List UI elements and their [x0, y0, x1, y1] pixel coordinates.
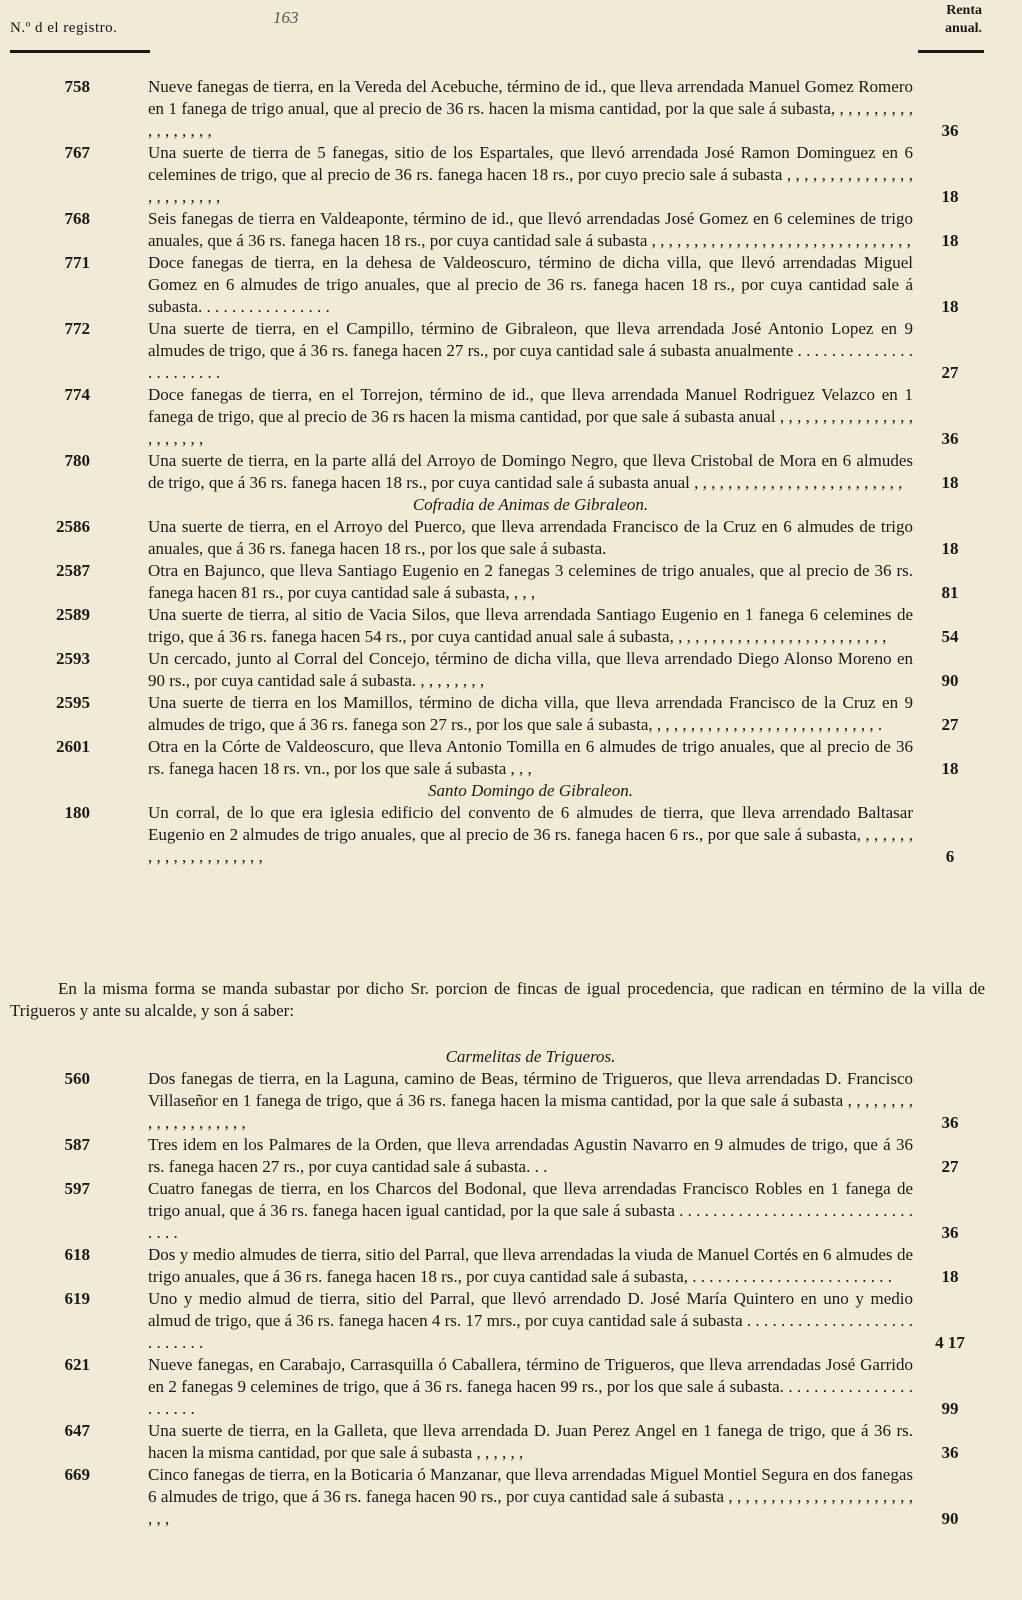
entry-text: Uno y medio almud de tierra, sitio del Parral, que llevó arrendado D. José María Quintero en uno y medio almud de trigo, que á 36 rs. fanega hacen 4 rs. 17 mrs., por cuya cantidad sale á subasta . . . . . . . . . . . . . . . . . . . . . . . . . . .: [148, 1289, 913, 1352]
entry-number: 597: [64, 1179, 90, 1198]
entry-amount: 81: [941, 583, 959, 602]
entry-number: 560: [64, 1069, 90, 1088]
entry-number: 618: [64, 1245, 90, 1264]
entry-row: [0, 1464, 1022, 1530]
entry-number: 771: [64, 253, 90, 272]
entry-amount: 36: [941, 429, 959, 448]
entry-amount: 18: [941, 473, 959, 492]
entry-amount: 90: [941, 1509, 959, 1528]
annual-rent-header: [945, 2, 982, 38]
entry-row: [0, 648, 1022, 692]
entry-number: 647: [64, 1421, 90, 1440]
entry-row: [0, 1288, 1022, 1354]
entry-row: [0, 1354, 1022, 1420]
entry-amount: 18: [941, 187, 959, 206]
section-title-cofradia: Cofradia de Animas de Gibraleon.: [412, 495, 649, 514]
entry-text: Una suerte de tierra, en la Galleta, que lleva arrendada D. Juan Perez Angel en 1 fanega de trigo, que á 36 rs. hacen la misma cantidad, por que sale á subasta , , , , , ,: [148, 1421, 913, 1462]
entry-amount: 27: [941, 363, 959, 382]
entry-amount: 54: [941, 627, 959, 646]
entry-text: Dos y medio almudes de tierra, sitio del Parral, que lleva arrendadas la viuda de Manuel Cortés en 6 almudes de trigo anuales, que á 36 rs. fanega hacen 18 rs., por cuya cantidad sale á subasta, . . . . . . . . . . . . . . . . . . . . . . . .: [148, 1245, 913, 1286]
entry-amount: 36: [941, 1223, 959, 1242]
entry-number: 774: [64, 385, 90, 404]
entry-amount: 36: [941, 121, 959, 140]
registry-number-header: N.º d el registro.: [10, 20, 118, 36]
entry-text: Una suerte de tierra, en el Campillo, término de Gibraleon, que lleva arrendada José Antonio Lopez en 9 almudes de trigo, que á 36 rs. fanega hacen 27 rs., por cuya cantidad sale á subasta anualmente . . . . . . . . . . . . . . . . . . . . . . .: [148, 319, 913, 382]
entry-text: Una suerte de tierra de 5 fanegas, sitio de los Espartales, que llevó arrendada José Ramon Dominguez en 6 celemines de trigo, que al precio de 36 rs. fanega hacen 18 rs., por cuyo precio sale á subasta , , , , , , , , , , , , , , , , , , , , , , , ,: [148, 143, 913, 206]
header-rule-right: [918, 50, 984, 53]
entry-text: Otra en la Córte de Valdeoscuro, que lleva Antonio Tomilla en 6 almudes de trigo anuales, que al precio de 36 rs. fanega hacen 18 rs. vn., por los que sale á subasta , , ,: [148, 737, 913, 778]
entry-number: 758: [64, 77, 90, 96]
entry-amount: 36: [941, 1113, 959, 1132]
entry-amount: 27: [941, 1157, 959, 1176]
entry-amount: 6: [945, 847, 955, 866]
entry-row: [0, 252, 1022, 318]
entry-row: [0, 450, 1022, 494]
header-rule-left: [10, 50, 150, 53]
section-title-santo-domingo: Santo Domingo de Gibraleon.: [428, 781, 633, 800]
entry-row: [0, 384, 1022, 450]
entry-amount: 90: [941, 671, 959, 690]
entry-number: 2595: [56, 693, 90, 712]
annual-rent-header-line1: Renta: [946, 3, 982, 18]
entry-text: Cinco fanegas de tierra, en la Boticaria ó Manzanar, que lleva arrendadas Miguel Montiel Segura en dos fanegas 6 almudes de trigo, que á 36 rs. fanega hacen 90 rs., por cuya cantidad sale á subasta , , , , , , , , , , , , , , , , , , , , , , , , ,: [148, 1465, 913, 1528]
entry-text: Una suerte de tierra, en el Arroyo del Puerco, que lleva arrendada Francisco de la Cruz en 6 almudes de trigo anuales, que á 36 rs. fanega hacen 18 rs., por los que sale á subasta.: [148, 517, 913, 558]
entry-amount: 18: [941, 539, 959, 558]
entry-number: 2589: [56, 605, 90, 624]
entry-number: 772: [64, 319, 90, 338]
entry-row: [0, 142, 1022, 208]
entry-text: Una suerte de tierra, en la parte allá del Arroyo de Domingo Negro, que lleva Cristobal de Mora en 6 almudes de trigo, que á 36 rs. fanega hacen 18 rs., por cuya cantidad sale á subasta anual , , , , , , , , , , , , , , , , , , , , , , , , ,: [148, 451, 913, 492]
entry-amount: 27: [941, 715, 959, 734]
entries-group-d: [0, 1046, 1022, 1530]
entry-amount: 4 17: [935, 1333, 965, 1352]
annual-rent-header-line2: anual.: [945, 21, 982, 36]
entry-number: 180: [64, 803, 90, 822]
entry-amount: 18: [941, 759, 959, 778]
entry-amount: 18: [941, 297, 959, 316]
entry-row: [0, 1068, 1022, 1134]
intro-paragraph: En la misma forma se manda subastar por dicho Sr. porcion de fincas de igual procedencia, que radican en término de la villa de Trigueros y ante su alcalde, y son á saber:: [10, 979, 985, 1020]
entry-row: [0, 1244, 1022, 1288]
entry-number: 2593: [56, 649, 90, 668]
entry-text: Una suerte de tierra en los Mamillos, término de dicha villa, que lleva arrendada Francisco de la Cruz en 9 almudes de trigo, que á 36 rs. fanega son 27 rs., por los que sale á subasta, , , , , , , , , , , , , , , , , , , , , , , , , , , .: [148, 693, 913, 734]
entry-row: [0, 802, 1022, 868]
page-mark: 163: [273, 8, 299, 27]
entry-number: 767: [64, 143, 90, 162]
entry-number: 780: [64, 451, 90, 470]
entry-text: Una suerte de tierra, al sitio de Vacia Silos, que lleva arrendada Santiago Eugenio en 1 fanega 6 celemines de trigo, que á 36 rs. fanega hacen 54 rs., por cuya cantidad anual sale á subasta, , , , , , , , , , , , , , , , , , , , , , , , , ,: [148, 605, 913, 646]
entry-row: [0, 560, 1022, 604]
entry-text: Doce fanegas de tierra, en el Torrejon, término de id., que lleva arrendada Manuel Rodriguez Velazco en 1 fanega de trigo, que al precio de 36 rs hacen la misma cantidad, por que sale á subasta anual , , , , , , , , , , , , , , , , , , , , , , ,: [148, 385, 913, 448]
entry-row: [0, 1178, 1022, 1244]
section-title-carmelitas: Carmelitas de Trigueros.: [445, 1047, 616, 1066]
entry-amount: 18: [941, 231, 959, 250]
entry-row: [0, 1134, 1022, 1178]
entries-group-a: [0, 76, 1022, 868]
entry-text: Doce fanegas de tierra, en la dehesa de Valdeoscuro, término de dicha villa, que llevó arrendadas Miguel Gomez en 6 almudes de trigo anuales, que al precio de 36 rs. fanega hacen 18 rs., por cuya cantidad sale á subasta. . . . . . . . . . . . . . . .: [148, 253, 913, 316]
entry-row: [0, 208, 1022, 252]
entry-number: 619: [64, 1289, 90, 1308]
entry-number: 587: [64, 1135, 90, 1154]
entry-row: [0, 736, 1022, 780]
entry-number: 2586: [56, 517, 90, 536]
entry-text: Otra en Bajunco, que lleva Santiago Eugenio en 2 fanegas 3 celemines de trigo anuales, que al precio de 36 rs. fanega hacen 81 rs., por cuya cantidad sale á subasta, , , ,: [148, 561, 913, 602]
entry-number: 669: [64, 1465, 90, 1484]
entry-text: Un corral, de lo que era iglesia edificio del convento de 6 almudes de tierra, que lleva arrendado Baltasar Eugenio en 2 almudes de trigo anuales, que al precio de 36 rs. fanega hacen 6 rs., por que sale á subasta, , , , , , , , , , , , , , , , , , , , ,: [148, 803, 913, 866]
entry-text: Un cercado, junto al Corral del Concejo, término de dicha villa, que lleva arrendado Diego Alonso Moreno en 90 rs., por cuya cantidad sale á subasta. , , , , , , , ,: [148, 649, 913, 690]
entry-number: 621: [64, 1355, 90, 1374]
entry-number: 2587: [56, 561, 90, 580]
entry-text: Cuatro fanegas de tierra, en los Charcos del Bodonal, que lleva arrendadas Francisco Robles en 1 fanega de trigo anual, que á 36 rs. fanega hacen igual cantidad, por la que sale á subasta . . . . . . . . . . . . . . . . . . . . . . . . . . . . . . . .: [148, 1179, 913, 1242]
entry-row: [0, 692, 1022, 736]
entry-text: Nueve fanegas, en Carabajo, Carrasquilla ó Caballera, término de Trigueros, que lleva arrendadas José Garrido en 2 fanegas 9 celemines de trigo, que á 36 rs. fanega hacen 99 rs., por los que sale á subasta. . . . . . . . . . . . . . . . . . . . . .: [148, 1355, 913, 1418]
entry-row: [0, 76, 1022, 142]
entry-row: [0, 516, 1022, 560]
entry-row: [0, 604, 1022, 648]
entry-text: Tres idem en los Palmares de la Orden, que lleva arrendadas Agustin Navarro en 9 almudes de trigo, que á 36 rs. fanega hacen 27 rs., por cuya cantidad sale á subasta. . .: [148, 1135, 913, 1176]
entry-text: Seis fanegas de tierra en Valdeaponte, término de id., que llevó arrendadas José Gomez en 6 celemines de trigo anuales, que á 36 rs. fanega hacen 18 rs., por cuya cantidad sale á subasta , , , , , , , , , , , , , , , , , , , , , , , , , , , , , , ,: [148, 209, 913, 250]
entry-row: [0, 318, 1022, 384]
entry-amount: 99: [941, 1399, 959, 1418]
entry-amount: 18: [941, 1267, 959, 1286]
entry-text: Dos fanegas de tierra, en la Laguna, camino de Beas, término de Trigueros, que lleva arrendadas D. Francisco Villaseñor en 1 fanega de trigo, que á 36 rs. fanega hacen la misma cantidad, por la que sale á subasta , , , , , , , , , , , , , , , , , , , ,: [148, 1069, 913, 1132]
entry-number: 2601: [56, 737, 90, 756]
entry-amount: 36: [941, 1443, 959, 1462]
entry-number: 768: [64, 209, 90, 228]
entry-row: [0, 1420, 1022, 1464]
entry-text: Nueve fanegas de tierra, en la Vereda del Acebuche, término de id., que lleva arrendada Manuel Gomez Romero en 1 fanega de trigo anual, que al precio de 36 rs. hacen la misma cantidad, por la que sale á subasta, , , , , , , , , , , , , , , , , ,: [148, 77, 913, 140]
